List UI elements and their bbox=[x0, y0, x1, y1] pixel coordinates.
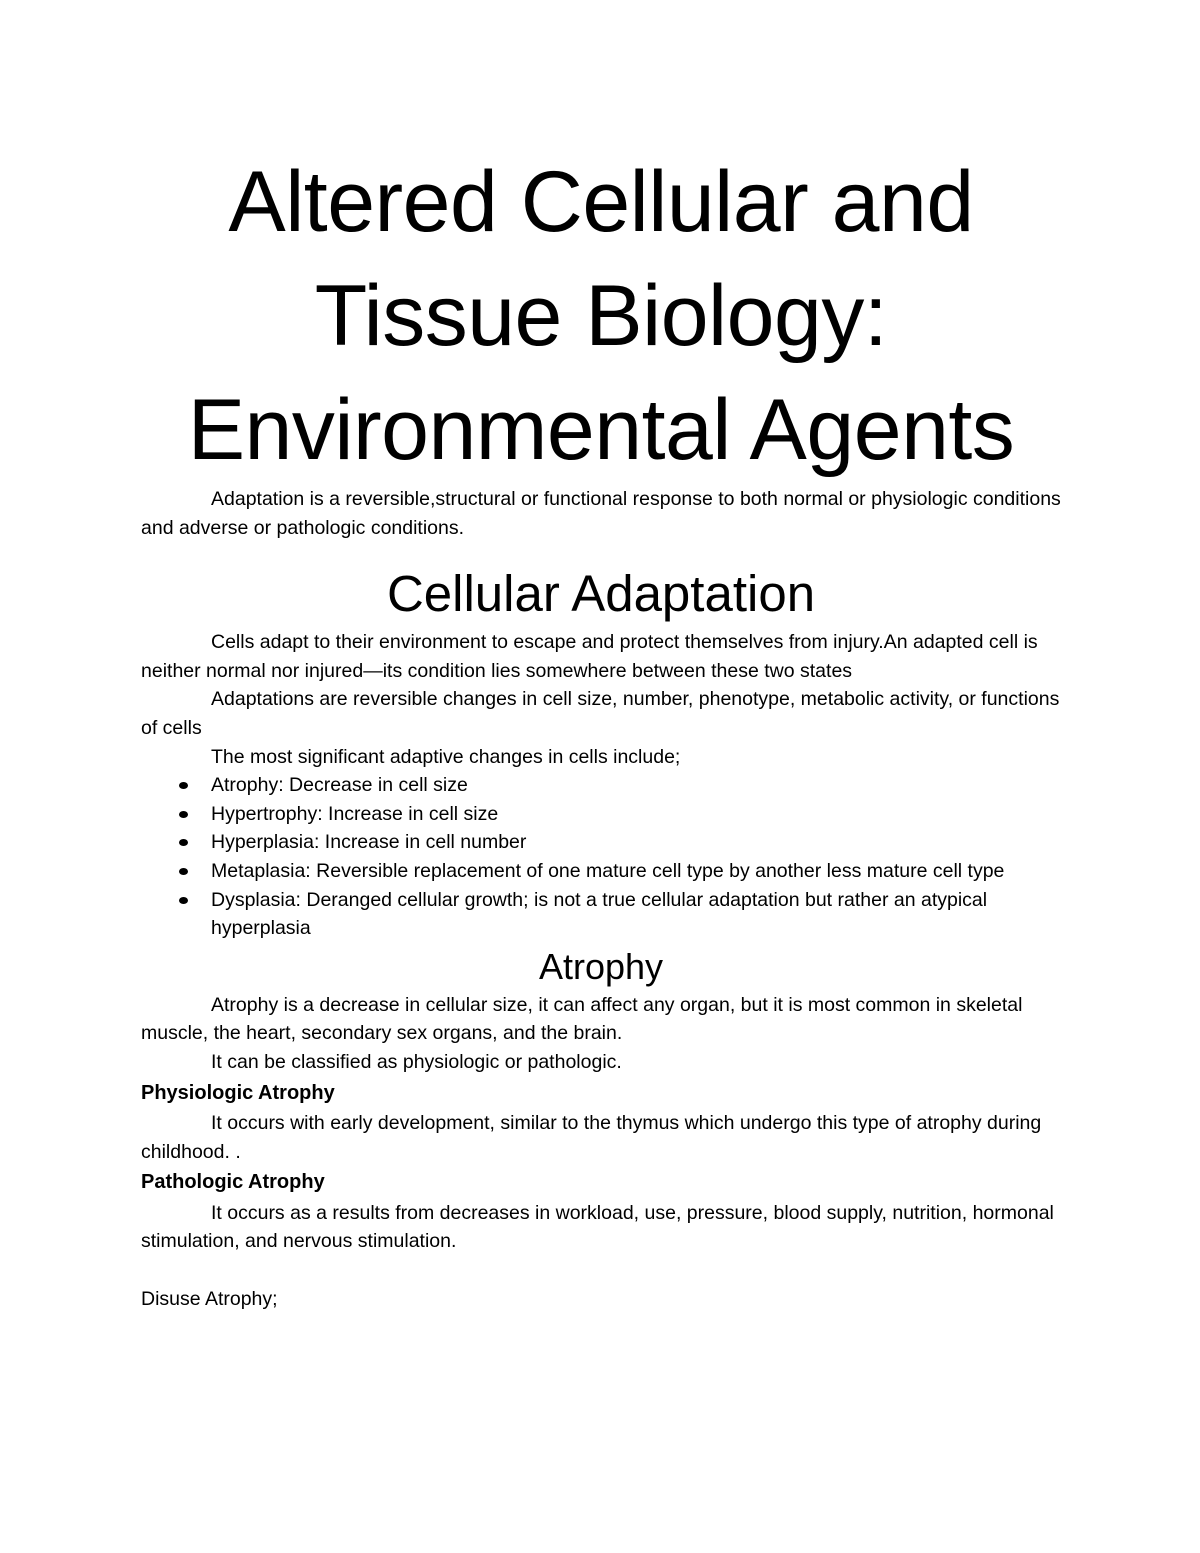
title-line-2: Tissue Biology: bbox=[314, 268, 888, 364]
bullet-icon bbox=[179, 839, 188, 846]
title-line-1: Altered Cellular and bbox=[228, 154, 974, 250]
list-item bbox=[141, 771, 1061, 800]
document-page bbox=[141, 145, 1061, 1314]
atrophy-paragraph-2: It can be classified as physiologic or pathologic. bbox=[211, 1050, 622, 1073]
document-title bbox=[141, 145, 1061, 487]
list-item bbox=[141, 886, 1061, 943]
atrophy-paragraph-1: Atrophy is a decrease in cellular size, it can affect any organ, but it is most common in skeletal muscle, the heart, secondary sex organs, and the brain. bbox=[141, 993, 1023, 1045]
cellular-adaptation-paragraph-1: Cells adapt to their environment to escape and protect themselves from injury.An adapted cell is neither normal nor injured—its condition lies somewhere between these two states bbox=[141, 631, 1038, 682]
cellular-adaptation-paragraph-3: The most significant adaptive changes in cells include; bbox=[211, 745, 681, 768]
heading-cellular-adaptation: Cellular Adaptation bbox=[386, 565, 816, 623]
title-line-3: Environmental Agents bbox=[187, 382, 1015, 478]
list-item bbox=[141, 800, 1061, 829]
list-item-text: Hypertrophy: Increase in cell size bbox=[211, 802, 499, 825]
cellular-adaptation-paragraph-2: Adaptations are reversible changes in cell size, number, phenotype, metabolic activity, or functions of cells bbox=[141, 688, 1060, 739]
intro-paragraph: Adaptation is a reversible,structural or functional response to both normal or physiologic conditions and adverse or pathologic conditions. bbox=[141, 488, 1061, 539]
bullet-icon bbox=[179, 811, 188, 818]
bullet-icon bbox=[179, 897, 188, 904]
list-item bbox=[141, 828, 1061, 857]
adaptive-changes-list bbox=[141, 771, 1061, 943]
list-item-text: Metaplasia: Reversible replacement of one mature cell type by another less mature cell type bbox=[211, 859, 1005, 882]
disuse-atrophy-label: Disuse Atrophy; bbox=[141, 1288, 278, 1311]
heading-physiologic-atrophy: Physiologic Atrophy bbox=[141, 1081, 335, 1104]
pathologic-atrophy-paragraph: It occurs as a results from decreases in workload, use, pressure, blood supply, nutrition, hormonal stimulation, and nervous stimulation. bbox=[141, 1201, 1054, 1253]
bullet-icon bbox=[179, 782, 188, 789]
list-item-text: Dysplasia: Deranged cellular growth; is not a true cellular adaptation but rather an atypical hyperplasia bbox=[211, 888, 988, 940]
list-item-text: Hyperplasia: Increase in cell number bbox=[211, 831, 527, 854]
list-item bbox=[141, 857, 1061, 886]
bullet-icon bbox=[179, 868, 188, 875]
heading-atrophy: Atrophy bbox=[538, 945, 664, 987]
heading-pathologic-atrophy: Pathologic Atrophy bbox=[141, 1171, 325, 1194]
physiologic-atrophy-paragraph: It occurs with early development, similar to the thymus which undergo this type of atrophy during childhood. . bbox=[141, 1112, 1042, 1163]
list-item-text: Atrophy: Decrease in cell size bbox=[211, 774, 468, 797]
